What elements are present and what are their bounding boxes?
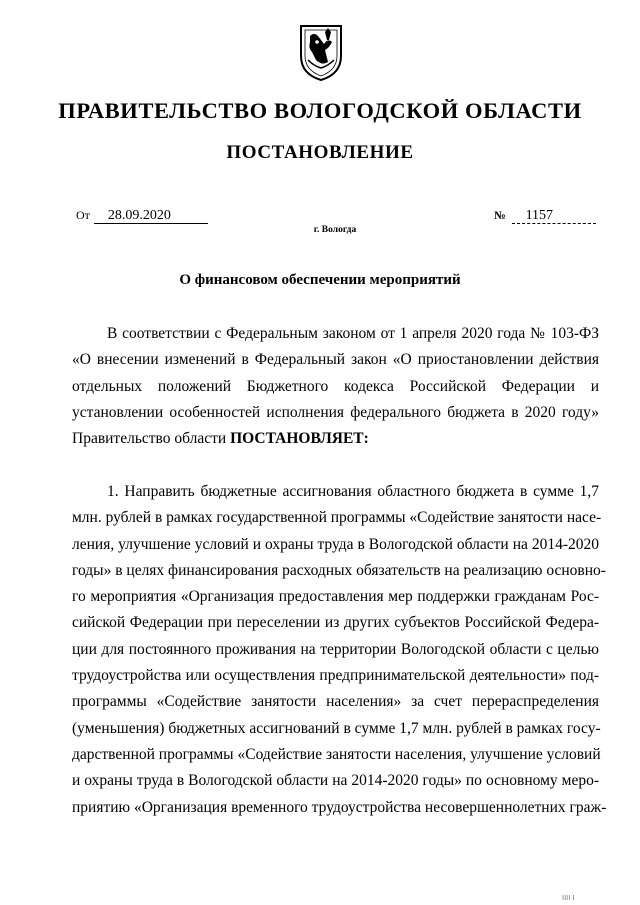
text-line: трудоустройства или осуществления предпринимательской деятельности» под- [72, 667, 599, 685]
closing-text: Правительство области [72, 430, 231, 448]
number-label: № [494, 210, 506, 222]
text-line: 1. Направить бюджетные ассигнования областного бюджета в сумме 1,7 [107, 483, 599, 500]
document-type: ПОСТАНОВЛЕНИЕ [226, 142, 414, 163]
document-subject: О финансовом обеспечении мероприятий [179, 272, 461, 288]
footer-mark: ІІІІ І [562, 894, 575, 902]
text-line: годы» в целях финансирования расходных обязательств на реализацию основно- [72, 561, 606, 579]
city: г. Вологда [313, 225, 357, 235]
text-line: установлении особенностей исполнения федерального бюджета в 2020 году» [72, 403, 599, 421]
text-line: ления, улучшение условий и охраны труда в Вологодской области на 2014-2020 [72, 535, 599, 553]
text-line: ции для постоянного проживания на территории Вологодской области с целью [72, 640, 599, 658]
text-line: дарственной программы «Содействие занятости населения, улучшение условий [72, 745, 601, 763]
text-line: В соответствии с Федеральным законом от 1 апреля 2020 года № 103-ФЗ [107, 325, 599, 342]
text-line: отдельных положений Бюджетного кодекса Российской Федерации и [72, 377, 599, 395]
text-line: (уменьшения) бюджетных ассигнований в сумме 1,7 млн. рублей в рамках госу- [72, 719, 601, 737]
text-line: программы «Содействие занятости населения» за счет перераспределения [72, 693, 599, 711]
text-line: приятию «Организация временного трудоустройства несовершеннолетних граж- [72, 798, 607, 816]
text-line [72, 426, 599, 452]
preamble [72, 321, 599, 452]
clause-1 [72, 479, 607, 821]
text-line: «О внесении изменений в Федеральный закон «О приостановлении действия [72, 351, 599, 369]
text-line: сийской Федерации при переселении из других субъектов Российской Федера- [72, 614, 599, 632]
document-number: 1157 [512, 209, 596, 224]
text-line: млн. рублей в рамках государственной программы «Содействие занятости насе- [72, 509, 602, 527]
government-title: ПРАВИТЕЛЬСТВО ВОЛОГОДСКОЙ ОБЛАСТИ [58, 98, 582, 123]
date-field [76, 206, 208, 224]
text-line: го мероприятия «Организация предоставления мер поддержки гражданам Рос- [72, 588, 599, 606]
date-label: От [76, 208, 90, 222]
document-date: 28.09.2020 [94, 209, 208, 224]
number-field [494, 206, 596, 224]
resolves-keyword: ПОСТАНОВЛЯЕТ: [230, 430, 369, 448]
coat-of-arms-emblem [298, 22, 344, 82]
text-line: и охраны труда в Вологодской области на 2014-2020 годы» по основному меро- [72, 772, 599, 790]
